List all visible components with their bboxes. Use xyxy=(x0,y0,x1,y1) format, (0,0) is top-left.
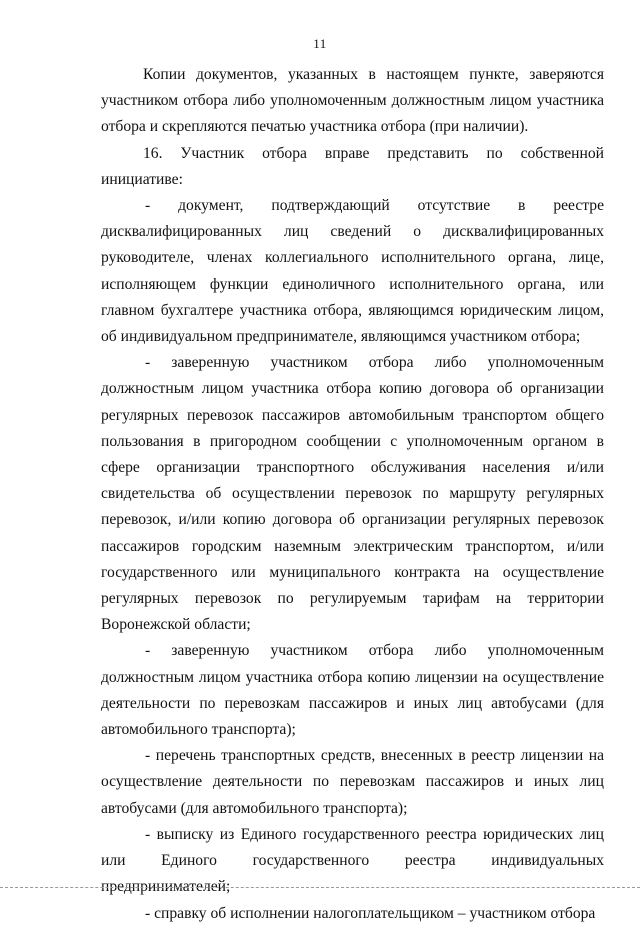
list-item-transport-contract-copy: - заверенную участником отбора либо уполномоченным должностным лицом участника отбора копию договора об организации регулярных перевозок пассажиров автомобильным транспортом общего пользования в пригородном сообщении с уполномоченным органом в сфере организации транспортного обслуживания населения и/или свидетельства об осуществлении перевозок по маршруту регулярных перевозок, и/или копию договора об организации регулярных перевозок пассажиров городским наземным электрическим транспортом, и/или государственного или муниципального контракта на осуществление регулярных перевозок по регулируемым тарифам на территории Воронежской области; xyxy=(101,354,604,634)
paragraph-copies-certification: Копии документов, указанных в настоящем пункте, заверяются участником отбора либо уполномоченным должностным лицом участника отбора и скрепляются печатью участника отбора (при наличии). xyxy=(101,66,604,136)
list-item-tax-certificate: - справку об исполнении налогоплательщиком – участником отбора xyxy=(145,904,596,922)
document-body xyxy=(101,62,604,927)
page-bottom-divider xyxy=(0,887,640,888)
list-item-license-copy: - заверенную участником отбора либо уполномоченным должностным лицом участника отбора копию лицензии на осуществление деятельности по перевозкам пассажиров и иных лиц автобусами (для автомобильного транспорта); xyxy=(101,642,604,739)
list-item-registry-extract: - выписку из Единого государственного реестра юридических лиц или Единого государственного реестра индивидуальных предпринимателей; xyxy=(101,825,604,896)
paragraph-clause-16: 16. Участник отбора вправе представить по собственной инициативе: xyxy=(101,144,604,188)
list-item-vehicle-list: - перечень транспортных средств, внесенных в реестр лицензии на осуществление деятельности по перевозкам пассажиров и иных лиц автобусами (для автомобильного транспорта); xyxy=(101,747,604,817)
list-item-disqualified-registry: - документ, подтверждающий отсутствие в реестре дисквалифицированных лиц сведений о дисквалифицированных руководителе, членах коллегиального исполнительного органа, лице, исполняющем функции единоличного исполнительного органа, или главном бухгалтере участника отбора, являющимся юридическим лицом, об индивидуальном предпринимателе, являющимся участником отбора; xyxy=(101,197,604,346)
page-number: 11 xyxy=(313,36,327,51)
